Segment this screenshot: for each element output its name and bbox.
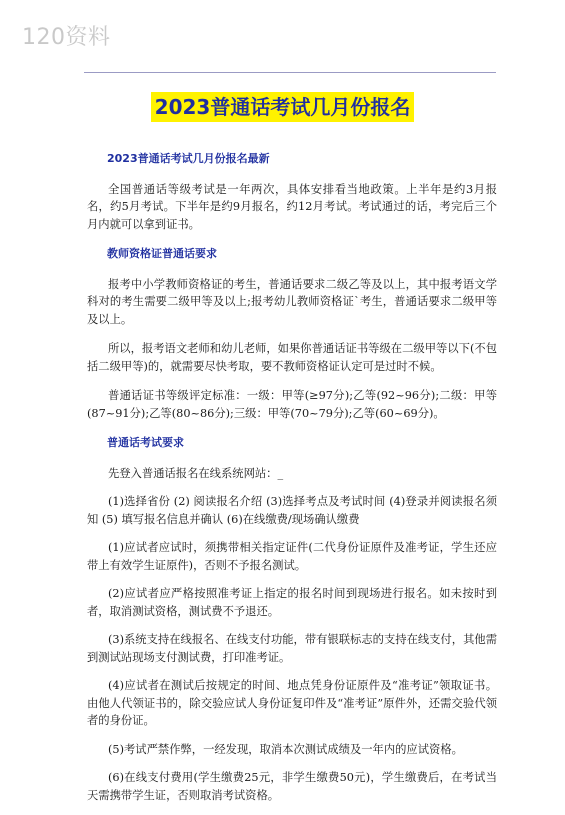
paragraph: (5)考试严禁作弊，一经发现，取消本次测试成绩及一年内的应试资格。	[108, 742, 463, 756]
page-title: 2023普通话考试几月份报名	[151, 92, 415, 122]
paragraph: 报考中小学教师资格证的考生，普通话要求二级乙等及以上，其中报考语文学科对的考生需要二级甲等及以上;报考幼儿教师资格证`考生，普通话要求二级甲等及以上。	[87, 277, 497, 326]
title-container	[0, 92, 565, 122]
document-body	[87, 150, 497, 815]
paragraph: (3)系统支持在线报名、在线支付功能，带有银联标志的支持在线支付，其他需到测试站现场支付测试费，打印准考证。	[87, 633, 497, 664]
section-heading-exam-requirements: 普通话考试要求	[107, 436, 184, 449]
paragraph: (4)应试者在测试后按规定的时间、地点凭身份证原件及“准考证”领取证书。由他人代领证书的，除交验应试人身份证复印件及“准考证”原件外，还需交验代领者的身份证。	[87, 679, 497, 727]
paragraph: 所以，报考语文老师和幼儿老师，如果你普通话证书等级在二级甲等以下(不包括二级甲等)的，就需要尽快考取，要不教师资格证认定可是过时不候。	[87, 342, 497, 373]
paragraph: (2)应试者应严格按照准考证上指定的报名时间到现场进行报名。如未按时到者，取消测试资格，测试费不予退还。	[87, 587, 497, 618]
paragraph: (6)在线支付费用(学生缴费25元，非学生缴费50元)，学生缴费后，在考试当天需携带学生证，否则取消考试资格。	[87, 771, 497, 802]
paragraph: 先登入普通话报名在线系统网站：_	[108, 466, 284, 480]
header-divider	[84, 72, 496, 73]
paragraph: 全国普通话等级考试是一年两次，具体安排看当地政策。上半年是约3月报名，约5月考试。下半年是约9月报名，约12月考试。考试通过的话，考完后三个月内就可以拿到证书。	[87, 182, 497, 231]
paragraph: (1)应试者应试时，须携带相关指定证件(二代身份证原件及准考证，学生还应带上有效学生证原件)，否则不予报名测试。	[87, 541, 497, 572]
paragraph: (1)选择省份 (2) 阅读报名介绍 (3)选择考点及考试时间 (4)登录并阅读报名须知 (5) 填写报名信息并确认 (6)在线缴费/现场确认缴费	[87, 495, 497, 526]
watermark-logo: 120资料	[22, 25, 111, 50]
section-heading-exam-schedule: 2023普通话考试几月份报名最新	[107, 152, 270, 165]
paragraph: 普通话证书等级评定标准：一级：甲等(≥97分);乙等(92~96分);二级：甲等(87~91分);乙等(80~86分);三级：甲等(70~79分);乙等(60~69分)。	[87, 389, 497, 420]
section-heading-teacher-requirements: 教师资格证普通话要求	[107, 247, 217, 260]
